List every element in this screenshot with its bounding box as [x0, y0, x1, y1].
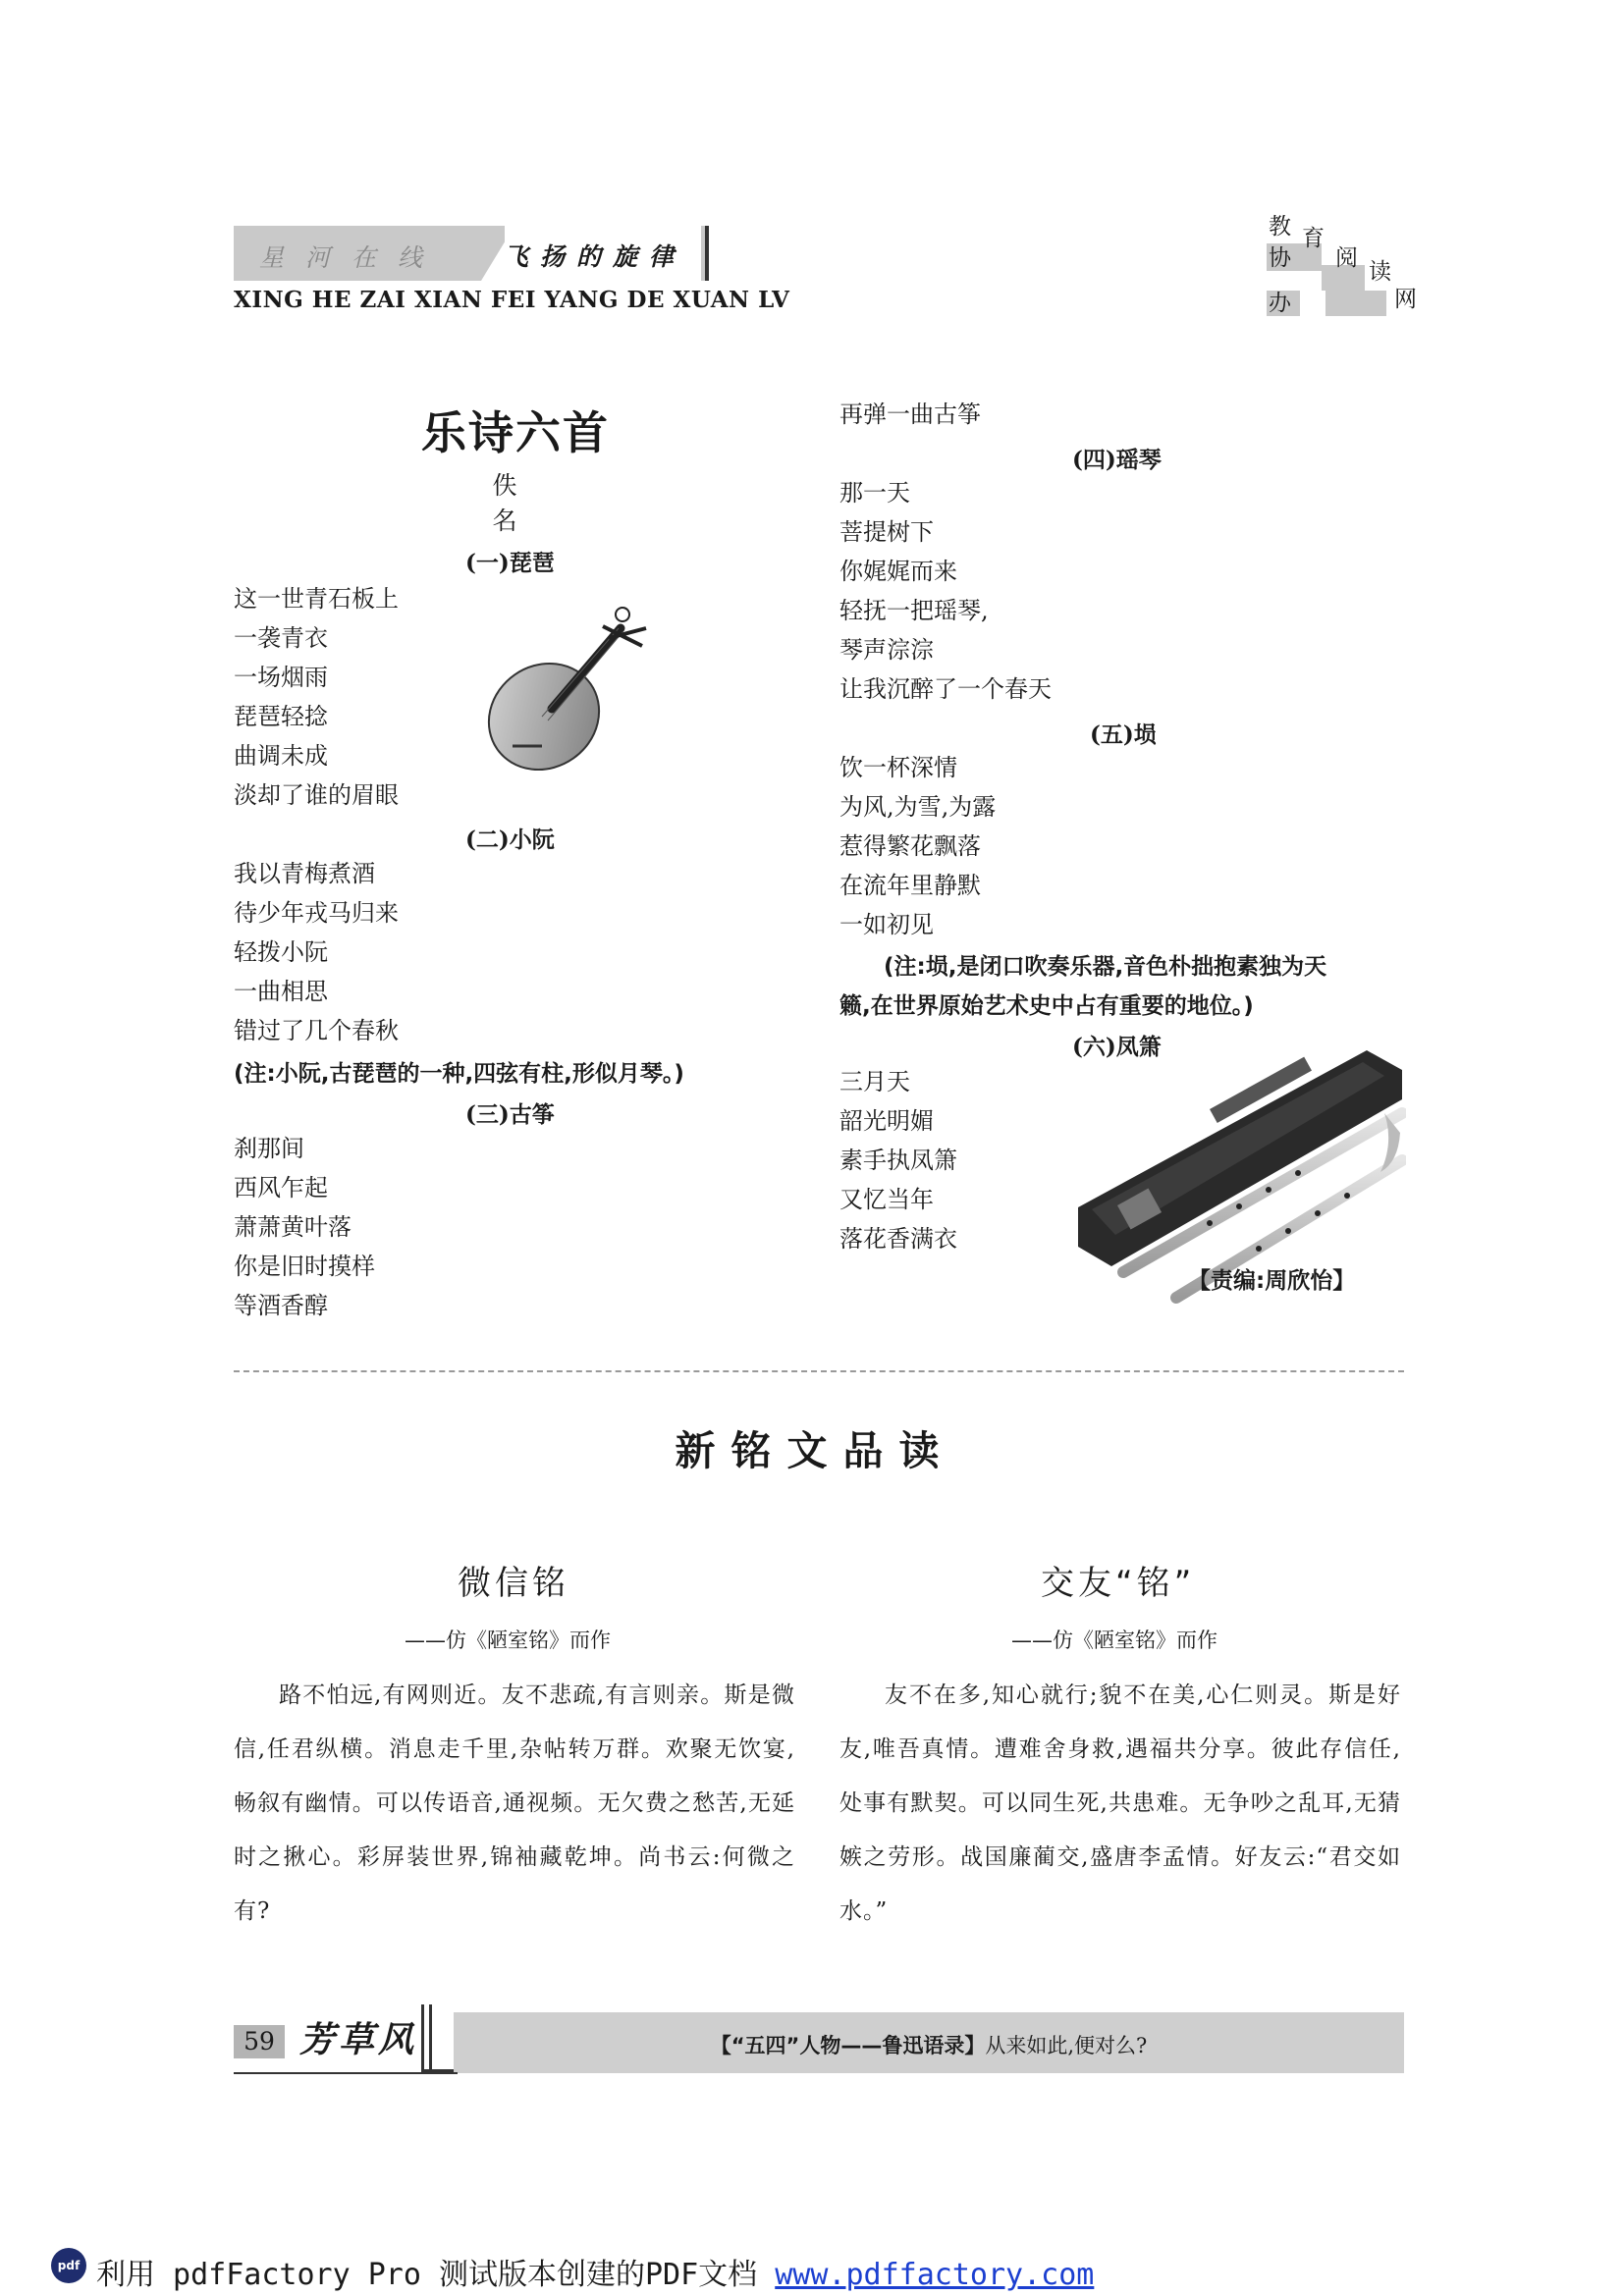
poem-line: 落花香满衣 — [839, 1225, 957, 1253]
logo-char: 育 — [1302, 226, 1325, 251]
logo-block — [1325, 291, 1386, 316]
section-pinyin: XING HE ZAI XIAN FEI YANG DE XUAN LV — [234, 287, 790, 313]
section-left-label: 星河在线 — [259, 243, 445, 272]
magazine-brand: 芳草风 — [299, 2019, 418, 2060]
poem-line: 我以青梅煮酒 — [234, 860, 375, 887]
section-heading: (五)埙 — [1090, 721, 1157, 748]
logo-char: 网 — [1394, 287, 1417, 312]
poem-line: 等酒香醇 — [234, 1292, 328, 1319]
footer-bars — [417, 2004, 457, 2079]
section-heading: (二)小阮 — [465, 827, 555, 853]
footer-quote — [454, 2030, 1404, 2059]
banner-edge — [705, 226, 709, 281]
editor-credit: 【责编:周欣怡】 — [1188, 1268, 1356, 1294]
poem-title: 乐诗六首 — [421, 406, 610, 459]
poem-note: (注:小阮,古琵琶的一种,四弦有柱,形似月琴。) — [234, 1061, 684, 1087]
logo-char: 协 — [1269, 245, 1291, 271]
poem-line: 这一世青石板上 — [234, 585, 399, 613]
footer-quote-band — [454, 2012, 1404, 2073]
poem-author: 佚 名 — [492, 471, 539, 535]
poem-line: 在流年里静默 — [839, 872, 981, 899]
logo-char: 阅 — [1335, 245, 1358, 271]
poem-line: 那一天 — [839, 479, 910, 507]
footer-rule — [234, 2072, 458, 2074]
piece-body: 友不在多,知心就行;貌不在美,心仁则灵。斯是好友,唯吾真情。遭难舍身救,遇福共分享。彼此存信任,处事有默契。可以同生死,共患难。无争吵之乱耳,无猜嫉之劳形。战国廉蔺交,盛唐李孟情。好友云:“君交如水。” — [839, 1682, 1401, 1924]
logo-char: 教 — [1269, 214, 1291, 240]
poem-line: 萧萧黄叶落 — [234, 1213, 352, 1241]
poem-note: (注:埙,是闭口吹奏乐器,音色朴拙抱素独为天 — [884, 954, 1327, 980]
piece-body: 路不怕远,有网则近。友不悲疏,有言则亲。斯是微信,任君纵横。消息走千里,杂帖转万群。欢聚无饮宴,畅叙有幽情。可以传语音,通视频。无欠费之愁苦,无延时之揪心。彩屏装世界,锦袖藏乾坤。尚书云:何微之有? — [234, 1682, 795, 1924]
poem-line: 一袭青衣 — [234, 624, 328, 652]
poem-line: 曲调未成 — [234, 742, 328, 770]
section-heading: (一)琵琶 — [465, 550, 555, 576]
piece-title: 交友“铭” — [1041, 1564, 1196, 1603]
pdffactory-icon: pdf — [51, 2248, 86, 2283]
watermark-link[interactable]: www.pdffactory.com — [775, 2258, 1095, 2292]
poem-line: 一场烟雨 — [234, 664, 328, 691]
section-right-label: 飞扬的旋律 — [503, 242, 685, 271]
poem-line: 轻抚一把瑶琴, — [839, 597, 989, 624]
poem-line: 惹得繁花飘落 — [839, 832, 981, 860]
section-banner — [234, 226, 709, 281]
watermark-text: 利用 pdfFactory Pro 测试版本创建的PDF文档 — [96, 2258, 776, 2292]
publisher-logo — [1267, 214, 1424, 318]
poem-note: 籁,在世界原始艺术史中占有重要的地位。) — [839, 993, 1254, 1019]
logo-char: 办 — [1269, 291, 1291, 316]
poem-line: 西风乍起 — [234, 1174, 328, 1201]
poem-line: 再弹一曲古筝 — [839, 400, 981, 428]
poem-line: 轻拨小阮 — [234, 938, 328, 966]
quote-text: 从来如此,便对么? — [985, 2034, 1148, 2057]
poem-line: 素手执凤箫 — [839, 1147, 957, 1174]
poem-line: 为风,为雪,为露 — [839, 793, 997, 821]
quote-source: 【“五四”人物——鲁迅语录】 — [710, 2034, 986, 2057]
poem-line: 饮一杯深情 — [839, 754, 957, 781]
logo-char: 读 — [1369, 259, 1391, 285]
poem-line: 韶光明媚 — [839, 1107, 934, 1135]
article-heading: 新铭文品读 — [675, 1427, 955, 1474]
pdf-watermark — [96, 2250, 1094, 2293]
poem-line: 一曲相思 — [234, 978, 328, 1005]
section-heading: (三)古筝 — [465, 1101, 555, 1128]
piece-title: 微信铭 — [458, 1564, 569, 1603]
poem-line: 淡却了谁的眉眼 — [234, 781, 399, 809]
poem-line: 你是旧时摸样 — [234, 1253, 375, 1280]
poem-line: 琵琶轻捻 — [234, 703, 328, 730]
poem-line: 又忆当年 — [839, 1186, 934, 1213]
pipa-illustration — [483, 599, 650, 780]
poem-line: 菩提树下 — [839, 518, 934, 546]
poem-line: 三月天 — [839, 1068, 910, 1095]
poem-line: 琴声淙淙 — [839, 636, 934, 664]
poem-line: 让我沉醉了一个春天 — [839, 675, 1052, 703]
poem-line: 刹那间 — [234, 1135, 304, 1162]
section-heading: (六)凤箫 — [1072, 1034, 1162, 1060]
piece-subtitle: ——仿《陋室铭》而作 — [1011, 1629, 1217, 1652]
section-divider — [234, 1370, 1404, 1372]
page-number: 59 — [234, 2025, 285, 2058]
poem-line: 一如初见 — [839, 911, 934, 938]
section-heading: (四)瑶琴 — [1072, 447, 1162, 473]
poem-line: 错过了几个春秋 — [234, 1017, 399, 1044]
poem-line: 你娓娓而来 — [839, 558, 957, 585]
poem-line: 待少年戎马归来 — [234, 899, 399, 927]
piece-subtitle: ——仿《陋室铭》而作 — [405, 1629, 611, 1652]
